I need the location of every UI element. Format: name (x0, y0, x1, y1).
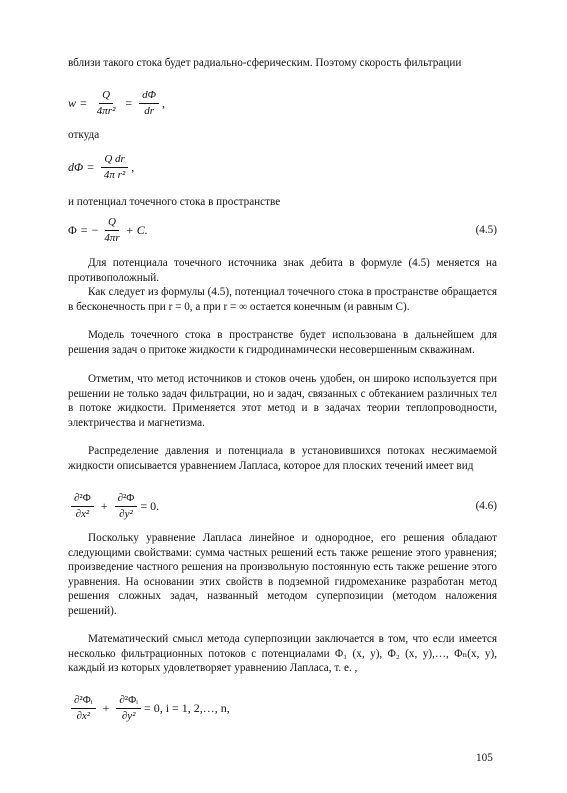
equation-superposition (68, 691, 497, 725)
eq3-den: 4πr (104, 231, 120, 244)
eq2-fraction (101, 153, 128, 182)
eq5-tail: = 0, i = 1, 2,…, n, (143, 700, 230, 715)
paragraph-9: Поскольку уравнение Лапласа линейное и однородное, его решения обладают следующими свойствами: сумма частных решений есть также решение этого уравнения; произведение частного решения на произвольную постоянную есть также решение этого уравнения. На основании этих свойств в подземной гидромеханике разработан метод решения сложных задач, названный методом суперпозиции (методом наложения решений). (68, 532, 497, 617)
eq4-den-2: ∂y² (119, 507, 133, 520)
eq3-equals: = (80, 222, 88, 237)
eq4-plus: + (100, 498, 108, 513)
eq3-minus: − (91, 222, 99, 237)
eq2-tail: , (131, 159, 135, 174)
eq4-den-1: ∂x² (75, 507, 90, 520)
eq1-fraction-1 (94, 89, 119, 118)
paragraph-1: вблизи такого стока будет радиально-сферическим. Поэтому скорость фильтрации (68, 57, 462, 69)
eq4-fraction-1 (71, 492, 94, 521)
eq2-den: 4π r² (103, 168, 126, 181)
paragraph-3: и потенциал точечного стока в пространстве (68, 196, 281, 208)
eq1-equals-2: = (125, 95, 133, 110)
equation-4-6 (68, 489, 497, 523)
eq3-fraction (101, 216, 122, 245)
eq5-plus: + (102, 700, 110, 715)
paragraph-6: Модель точечного стока в пространстве будет использована в дальнейшем для решения задач о притоке жидкости к гидродинамически несовершенным скважинам. (68, 329, 497, 356)
paragraph-7: Отметим, что метод источников и стоков очень удобен, он широко используется при решении не только задач фильтрации, но и задач, связанных с обтеканием различных тел в потоке жидкости. Применяется этот метод и в задачах теории теплопроводности, электричества и магнетизма. (68, 373, 497, 429)
eq3-num: Q (105, 216, 119, 231)
equation-4-5 (68, 213, 497, 247)
eq5-num-2: ∂²Φᵢ (116, 694, 141, 709)
eq5-fraction-1 (71, 694, 96, 723)
paragraph-4: Для потенциала точечного источника знак дебита в формуле (4.5) меняется на противоположный. (68, 257, 497, 284)
eq5-den-1: ∂x² (76, 709, 91, 722)
eq4-tail: = 0. (140, 498, 160, 513)
eq4-num-2: ∂²Φ (115, 492, 138, 507)
eq5-fraction-2 (116, 694, 141, 723)
equation-velocity (68, 86, 497, 120)
eq1-num-2: dΦ (139, 89, 159, 104)
eq1-tail: , (162, 95, 166, 110)
equation-number-4-6: (4.6) (475, 500, 497, 512)
eq4-num-1: ∂²Φ (71, 492, 94, 507)
eq2-num: Q dr (101, 153, 127, 168)
eq3-lhs: Φ (68, 222, 77, 237)
equation-number-4-5: (4.5) (475, 224, 497, 236)
page-number: 105 (476, 752, 493, 764)
paragraph-5: Как следует из формулы (4.5), потенциал точечного стока в пространстве обращается в бесконечность при r = 0, а при r = ∞ остается конечным (и равным C). (68, 286, 497, 313)
eq1-den-1: 4πr² (96, 104, 116, 117)
paragraph-8: Распределение давления и потенциала в установившихся потоках несжимаемой жидкости описывается уравнением Лапласа, которое для плоских течений имеет вид (68, 445, 497, 472)
eq5-den-2: ∂y² (121, 709, 136, 722)
eq1-num-1: Q (99, 89, 113, 104)
paragraph-10: Математический смысл метода суперпозиции заключается в том, что если имеется несколько фильтрационных потоков с потенциалами Φ₁ (x, y), Φ₂ (x, y),…, Φₙ(x, y), каждый из которых удовлетворяет уравнению Лапласа, т. е. , (68, 633, 497, 675)
eq5-num-1: ∂²Φᵢ (71, 694, 96, 709)
eq1-fraction-2 (139, 89, 159, 118)
paragraph-2: откуда (68, 129, 100, 141)
eq2-equals: = (87, 159, 94, 174)
eq4-fraction-2 (115, 492, 138, 521)
equation-dphi (68, 150, 497, 184)
eq2-lhs: dΦ (68, 159, 84, 174)
eq1-den-2: dr (144, 104, 154, 117)
eq3-tail: + C. (125, 222, 148, 237)
eq1-lhs: w (68, 95, 77, 110)
eq1-equals: = (80, 95, 87, 110)
